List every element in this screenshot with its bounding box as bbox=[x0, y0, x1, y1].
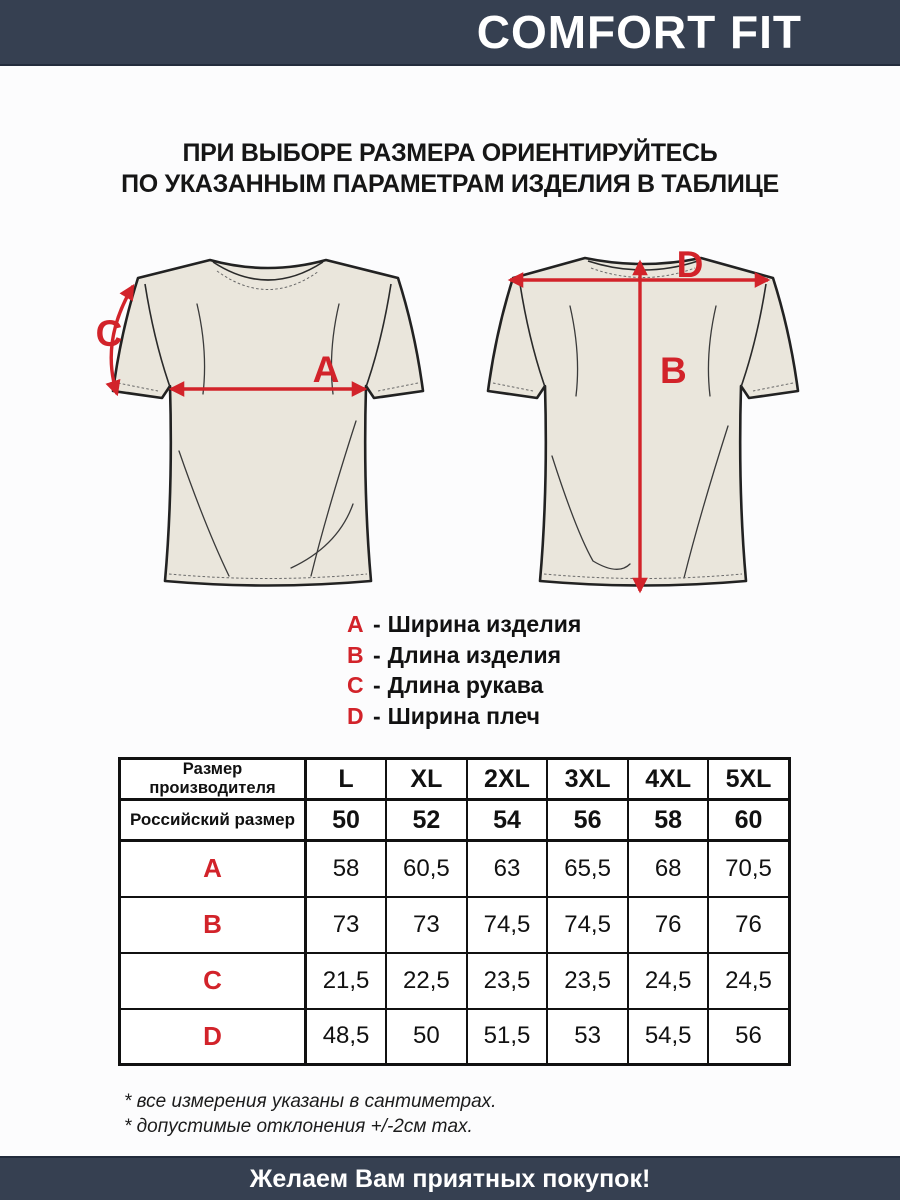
value-cell: 24,5 bbox=[628, 953, 709, 1009]
russian-size-row bbox=[120, 800, 790, 841]
param-cell: B bbox=[120, 897, 306, 953]
legend-item-c bbox=[347, 672, 581, 703]
value-cell: 23,5 bbox=[467, 953, 548, 1009]
tshirt-back-drawing bbox=[488, 246, 798, 596]
value-cell: 58 bbox=[306, 841, 387, 897]
intro-heading bbox=[0, 138, 900, 200]
size-cell: XL bbox=[386, 759, 467, 800]
legend-separator: - bbox=[373, 641, 381, 668]
footnotes bbox=[124, 1089, 496, 1139]
label-d: D bbox=[676, 244, 704, 285]
size-table bbox=[118, 757, 791, 1066]
size-cell: 56 bbox=[547, 800, 628, 841]
legend-label-a: Ширина изделия bbox=[387, 611, 582, 637]
size-cell: L bbox=[306, 759, 387, 800]
size-cell: 60 bbox=[708, 800, 789, 841]
value-cell: 74,5 bbox=[547, 897, 628, 953]
size-cell: 5XL bbox=[708, 759, 789, 800]
row-header-manufacturer: Размер производителя bbox=[120, 759, 306, 800]
brand-title: COMFORT FIT bbox=[476, 6, 802, 58]
legend-separator: - bbox=[373, 611, 381, 637]
value-cell: 76 bbox=[708, 897, 789, 953]
value-cell: 68 bbox=[628, 841, 709, 897]
size-cell: 2XL bbox=[467, 759, 548, 800]
param-cell: D bbox=[120, 1009, 306, 1065]
value-cell: 63 bbox=[467, 841, 548, 897]
measurement-row-b bbox=[120, 897, 790, 953]
value-cell: 21,5 bbox=[306, 953, 387, 1009]
value-cell: 23,5 bbox=[547, 953, 628, 1009]
label-c: C bbox=[95, 313, 123, 354]
legend-letter-b: B bbox=[347, 641, 364, 668]
legend-label-c: Длина рукава bbox=[387, 672, 544, 698]
value-cell: 22,5 bbox=[386, 953, 467, 1009]
measurement-row-c bbox=[120, 953, 790, 1009]
value-cell: 56 bbox=[708, 1009, 789, 1065]
value-cell: 48,5 bbox=[306, 1009, 387, 1065]
tshirt-back-diagram bbox=[488, 246, 798, 596]
tshirt-front-drawing bbox=[95, 246, 423, 596]
legend-item-a bbox=[347, 611, 581, 642]
value-cell: 51,5 bbox=[467, 1009, 548, 1065]
intro-line-1: ПРИ ВЫБОРЕ РАЗМЕРА ОРИЕНТИРУЙТЕСЬ bbox=[182, 139, 718, 167]
tshirt-front-diagram bbox=[95, 246, 423, 596]
footnote-units: * все измерения указаны в сантиметрах. bbox=[124, 1091, 497, 1112]
tshirt-back-body bbox=[488, 258, 798, 586]
value-cell: 53 bbox=[547, 1009, 628, 1065]
legend-letter-c: C bbox=[347, 672, 364, 698]
row-header-russian: Российский размер bbox=[120, 800, 306, 841]
value-cell: 54,5 bbox=[628, 1009, 709, 1065]
top-brand-bar bbox=[0, 0, 900, 66]
manufacturer-size-row bbox=[120, 759, 790, 800]
size-cell: 50 bbox=[306, 800, 387, 841]
legend-item-b bbox=[347, 642, 581, 673]
label-a: A bbox=[312, 349, 340, 390]
legend-letter-a: A bbox=[347, 611, 364, 637]
bottom-message-bar bbox=[0, 1156, 900, 1200]
size-cell: 3XL bbox=[547, 759, 628, 800]
label-b: B bbox=[660, 350, 687, 391]
footnote-tolerance: * допустимые отклонения +/-2см max. bbox=[124, 1116, 473, 1137]
size-cell: 54 bbox=[467, 800, 548, 841]
size-cell: 58 bbox=[628, 800, 709, 841]
value-cell: 70,5 bbox=[708, 841, 789, 897]
param-cell: C bbox=[120, 953, 306, 1009]
value-cell: 73 bbox=[386, 897, 467, 953]
value-cell: 60,5 bbox=[386, 841, 467, 897]
value-cell: 65,5 bbox=[547, 841, 628, 897]
measurement-legend bbox=[347, 611, 581, 733]
value-cell: 24,5 bbox=[708, 953, 789, 1009]
measurement-row-d bbox=[120, 1009, 790, 1065]
size-cell: 52 bbox=[386, 800, 467, 841]
size-cell: 4XL bbox=[628, 759, 709, 800]
value-cell: 73 bbox=[306, 897, 387, 953]
legend-separator: - bbox=[373, 702, 381, 729]
farewell-message: Желаем Вам приятных покупок! bbox=[249, 1164, 651, 1193]
legend-label-b: Длина изделия bbox=[387, 641, 562, 668]
param-cell: A bbox=[120, 841, 306, 897]
value-cell: 76 bbox=[628, 897, 709, 953]
legend-label-d: Ширина плеч bbox=[387, 702, 540, 729]
tshirt-front-body bbox=[113, 260, 423, 586]
value-cell: 50 bbox=[386, 1009, 467, 1065]
legend-item-d bbox=[347, 703, 581, 734]
legend-separator: - bbox=[373, 672, 381, 698]
intro-line-2: ПО УКАЗАННЫМ ПАРАМЕТРАМ ИЗДЕЛИЯ В ТАБЛИЦЕ bbox=[121, 170, 779, 198]
legend-letter-d: D bbox=[347, 702, 364, 729]
measurement-row-a bbox=[120, 841, 790, 897]
value-cell: 74,5 bbox=[467, 897, 548, 953]
